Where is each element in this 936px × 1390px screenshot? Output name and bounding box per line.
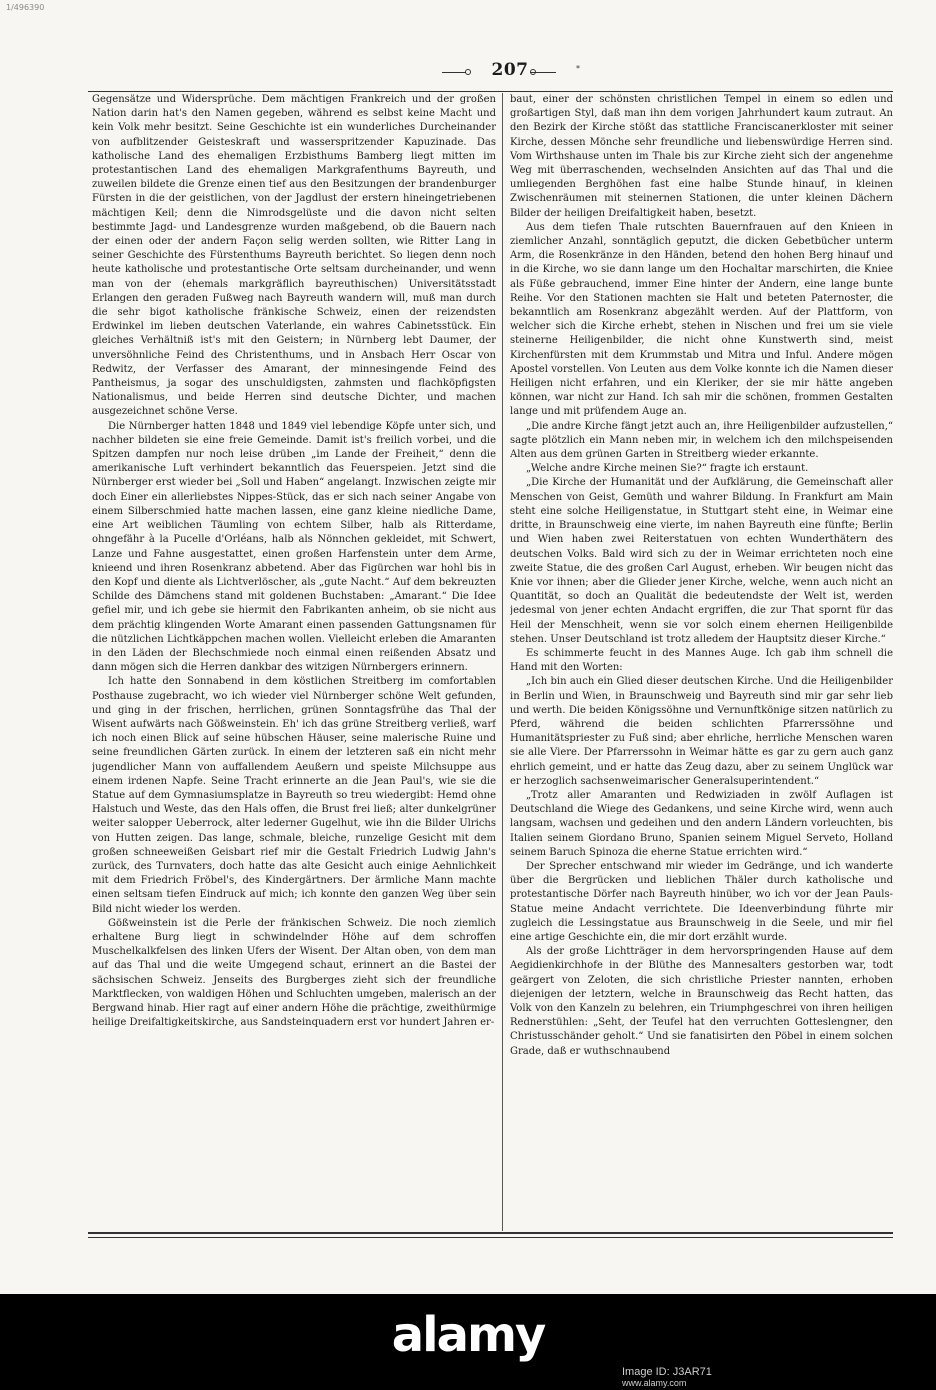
- paragraph: Die Nürnberger hatten 1848 und 1849 viel lebendige Köpfe unter sich, und nachher bildeten sie eine freie Gemeinde. Damit ist's freilich vorbei, und die Spitzen dampfen nur noch leise drüben „im Lande der Freiheit,“ denn die amerikanische Luft verhindert bekanntlich das Feuerspeien. Jetzt sind die Nürnberger erst wieder bei „Soll und Haben“ angelangt. Inzwischen zeigte mir doch Einer ein allerliebstes Nippes-Stück, das er sich nach seiner Angabe von einem Silberschmied hatte machen lassen, eine ganz kleine niedliche Dame, eine Art weiblichen Täumling von echtem Silber, halb als Ritterdame, ohngefähr à la Pucelle d'Orléans, halb als Nönnchen gekleidet, mit Schwert, Lanze und Fahne ausgestattet, einen großen Harfenstein unter dem Arme, knieend und ihren Rosenkranz abbetend. Aber das Figürchen war hohl bis in den Kopf und diente als Lichtverlöscher, als „gute Nacht.“ Auf dem bekreuzten Schilde des Dämchens stand mit goldenen Buchstaben: „Amarant.“ Die Idee gefiel mir, und ich gebe sie hiermit den Fabrikanten anheim, ob sie nicht aus dem prächtig klingenden Worte Amarant einen passenden Gattungsnamen für die nützlichen Lichtkäppchen machen wollen. Vielleicht erleben die Amaranten in den Läden der Blechschmiede noch einmal einen reißenden Absatz und dann mögen sich die Herren dankbar des witzigen Nürnbergers erinnern.: [92, 420, 496, 674]
- paragraph: Gößweinstein ist die Perle der fränkischen Schweiz. Die noch ziemlich erhaltene Burg liegt in schwindelnder Höhe auf dem schroffen Muschelkalkfelsen des linken Ufers der Wisent. Der Altan oben, von dem man auf das Thal und die weite Umgegend schaut, erinnert an die Bastei der sächsischen Schweiz. Jenseits des Burgberges zieht sich der freundliche Marktflecken, von waldigen Höhen und Schluchten umgeben, malerisch an der Bergwand hinab. Hier ragt auf einer andern Höhe die prächtige, zweithürmige heilige Dreifaltigkeitskirche, aus Sandsteinquadern erst vor hundert Jahren er-: [92, 917, 496, 1029]
- header-rule: [88, 91, 893, 92]
- paragraph: Aus dem tiefen Thale rutschten Bauernfrauen auf den Knieen in ziemlicher Anzahl, sonntäglich geputzt, die dicken Gebetbücher unterm Arm, die Rosenkränze in den Händen, betend den hohen Berg hinauf und in die Kirche, wo sie dann lange um den Hochaltar marschirten, die Kniee als Füße gebrauchend, immer Eine hinter der Andern, eine lange bunte Reihe. Vor den Stationen machten sie Halt und beteten Paternoster, die bekanntlich am Rosenkranz abgezählt werden. Auf der Plattform, von welcher sich die Kirche erhebt, stehen in Nischen und frei um sie viele steinerne Heiligenbilder, die nicht ohne Kunstwerth sind, meist Kirchenfürsten mit dem Krummstab und Mitra und Inful. Andere mögen Apostel vorstellen. Von Leuten aus dem Volke konnte ich die Namen dieser Heiligen nicht erfahren, und ein Kleriker, der sie mir hätte angeben können, war nicht zur Hand. Ich sah mir die schönen, frommen Gestalten lange und mit prüfendem Auge an.: [510, 221, 893, 418]
- paragraph: „Welche andre Kirche meinen Sie?“ fragte ich erstaunt.: [526, 463, 809, 475]
- paragraph: Der Sprecher entschwand mir wieder im Gedränge, und ich wanderte über die Bergrücken und lieblichen Thäler durch katholische und protestantische Dörfer nach Bayreuth hinüber, wo ich vor der Jean Pauls-Statue meine Andacht verrichtete. Die Ideenverbindung führte mir zugleich die Lessingstatue aus Braunschweig in die Seele, und mir fiel eine artige Geschichte ein, die mir dort erzählt wurde.: [510, 860, 893, 943]
- paragraph: „Ich bin auch ein Glied dieser deutschen Kirche. Und die Heiligenbilder in Berlin und Wien, in Braunschweig und Bayreuth sind mir gar sehr lieb und werth. Die beiden Königssöhne und Vernunftkönige sitzen natürlich zu Pferd, während die beiden schlichten Pfarrerssöhne und Humanitätspriester zu Fuß sind; aber ehrliche, herrliche Menschen waren sie alle Viere. Der Pfarrerssohn in Weimar hätte es gar zu gern auch ganz ehrlich gemeint, und er hatte das Zeug dazu, aber zu seinem Unglück war er herzoglich sachsenweimarischer Generalsuperintendent.“: [510, 676, 893, 787]
- alamy-logo: alamy: [391, 1307, 545, 1363]
- paragraph: baut, einer der schönsten christlichen Tempel in einem so edlen und großartigen Styl, daß man ihn dem vorigen Jahrhundert kaum zutraut. An den Bezirk der Kirche stößt das stattliche Franciscanerkloster mit seiner Kirche, dessen Mönche sehr freundliche und liebenswürdige Herren sind. Vom Wirthshause unten im Thale bis zur Kirche zieht sich der angenehme Weg mit überraschenden, wechselnden Ansichten auf das Thal und die umliegenden Berghöhen fast eine halbe Stunde hinauf, in kleinen Zwischenräumen mit steinernen Stationen, die unter kleinen Dächern Bilder der heiligen Dreifaltigkeit haben, besetzt.: [510, 94, 893, 219]
- page-number: 207: [491, 60, 529, 80]
- column-divider: [502, 93, 503, 1231]
- paragraph: Als der große Lichtträger in dem hervorspringenden Hause auf dem Aegidienkirchhofe in der Blüthe des Mannesalters gestorben war, todt geärgert von Zeloten, die sich christliche Priester nannten, erhoben diejenigen der letztern, welche in Braunschweig das Recht hatten, das Volk von den Kanzeln zu belehren, ein Triumphgeschrei von ihren heiligen Rednerstühlen: „Seht, der Teufel hat den verruchten Gotteslengner, den Christusschänder geholt.“ Und sie fanatisirten den Pöbel in einem solchen Grade, daß er wuthschnaubend: [510, 946, 893, 1057]
- paragraph: Gegensätze und Widersprüche. Dem mächtigen Frankreich und der großen Nation darin hat's den Namen gegeben, während es selbst keine Macht und kein Volk mehr besitzt. Seine Geschichte ist ein wunderliches Durcheinander von aufblitzender Geisteskraft und wasserspritzender Kapuzinade. Das katholische Land des ehemaligen Erzbisthums Bamberg liegt mitten im protestantischen Land des ehemaligen Markgrafenthums Bayreuth, und zuweilen bildete die Grenze einen tief aus den Besitzungen der brandenburger Fürsten in die der geistlichen, von der Jagdlust der erstern hineingetriebenen mächtigen Keil; denn die Nimrodsgelüste und die davon nicht selten bestimmte Jagd- und Landesgrenze wurden maßgebend, ob die Bauern nach der einen oder der andern Façon selig werden sollten, wie Ritter Lang in seiner Geschichte des Fürstenthums Bayreuth berichtet. So liegen denn noch heute katholische und protestantische Orte seltsam durcheinander, und wenn man von der (ehemals markgräflich bayreuthischen) Universitätsstadt Erlangen den geraden Fußweg nach Bayreuth wandern will, muß man durch die sehr bigot katholische fränkische Schweiz, einen der reizendsten Erdwinkel im lieben deutschen Vaterlande, ein wahres Cabinetsstück. Ein gleiches Verhältniß ist's mit den Geistern; in Nürnberg lebt Daumer, der unversöhnliche Feind des Christenthums, und in Ansbach Herr Oscar von Redwitz, der Verfasser des Amarant, der minnesingende Feind des Pantheismus, ja sogar des unschuldigsten, zahmsten und flachköpfigsten Nationalismus, und beide Herren sind deutsche Dichter, und machen ausgezeichnet schöne Verse.: [92, 94, 496, 418]
- page-header: [0, 60, 936, 84]
- scan-reference: 1/496390: [6, 3, 45, 12]
- stock-watermark-banner: [0, 1294, 936, 1390]
- paragraph: „Die andre Kirche fängt jetzt auch an, ihre Heiligenbilder aufzustellen,“ sagte plötzlich ein Mann neben mir, in welchem ich den milchspeisenden Alten aus dem grünen Garten in Streitberg wieder erkannte.: [510, 420, 893, 461]
- paragraph: „Trotz aller Amaranten und Redwiziaden in zwölf Auflagen ist Deutschland die Wiege des Gedankens, und seine Kirche wird, wenn auch langsam, wachsen und gedeihen und den andern Ländern vorleuchten, bis Italien seinem Giordano Bruno, Spanien seinem Miguel Serveto, Holland seinem Baruch Spinoza die eherne Statue errichten wird.“: [510, 789, 893, 858]
- ornament-rule-right: [530, 72, 556, 73]
- paragraph: Ich hatte den Sonnabend in dem köstlichen Streitberg im comfortablen Posthause zugebracht, wo ich wieder viel Nürnberger schöne Welt gefunden, und ging in der frischen, herrlichen, grünen Sonntagsfrühe das Thal der Wisent aufwärts nach Gößweinstein. Eh' ich das grüne Streitberg verließ, warf ich noch einen Blick auf seine hübschen Häuser, seine malerische Ruine und seine freundlichen Gärten zurück. In einem der letzteren saß ein nicht mehr jugendlicher Mann von auffallendem Aeußern und speiste Milchsuppe aus einem irdenen Napfe. Seine Tracht erinnerte an die Jean Paul's, wie sie die Statue auf dem Gymnasiumsplatze in Bayreuth so treu wiedergibt: Hemd ohne Halstuch und Weste, das den Hals offen, die Brust frei ließ; alter dunkelgrüner weiter salopper Ueberrock, alter lederner Gugelhut, wie ihn die Bilder Ulrichs von Hutten zeigen. Das lange, schmale, bleiche, runzelige Gesicht mit dem großen schneeweißen Geisbart rief mir die Gestalt Friedrich Ludwig Jahn's zurück, des Turnvaters, doch hatte das alte Gesicht auch einige Aehnlichkeit mit dem Friedrich Fröbel's, des Kindergärtners. Der ärmliche Mann machte einen seltsam tiefen Eindruck auf mich; ich konnte den ganzen Weg über sein Bild nicht wieder los werden.: [92, 676, 496, 915]
- paragraph: „Die Kirche der Humanität und der Aufklärung, die Gemeinschaft aller Menschen von Geist, Gemüth und wahrer Bildung. In Frankfurt am Main steht eine solche Heiligenstatue, in Stuttgart steht eine, in Weimar eine dritte, in Braunschweig eine vierte, im nahen Bayreuth eine fünfte; Berlin und Wien haben zwei Reiterstatuen von echten Wunderthätern des deutschen Volks. Bald wird sich zu der in Weimar errichteten noch eine zweite Statue, die des großen Carl August, erheben. Wir beugen nicht das Knie vor ihnen; aber die Glieder jener Kirche, welche, wenn auch nicht an Quantität, so doch an Qualität die bedeutendste der Welt ist, werden jedesmal von jener echten Andacht ergriffen, die zur That spornt für das Heil der Menschheit, wenn sie vor solch einem ehernen Heiligenbilde stehen. Unser Deutschland ist trotz alledem der Hauptsitz dieser Kirche.“: [510, 477, 893, 645]
- ornament-dot-left: [465, 69, 471, 75]
- site-url: www.alamy.com: [622, 1378, 687, 1388]
- star-mark: *: [576, 64, 580, 73]
- image-id: Image ID: J3AR71: [622, 1366, 712, 1378]
- paragraph: Es schimmerte feucht in des Mannes Auge. Ich gab ihm schnell die Hand mit den Worten:: [510, 647, 893, 674]
- footer-rule-thick: [88, 1232, 893, 1234]
- right-column: [510, 93, 893, 1231]
- left-column: [92, 93, 496, 1231]
- footer-rule-thin: [88, 1237, 893, 1238]
